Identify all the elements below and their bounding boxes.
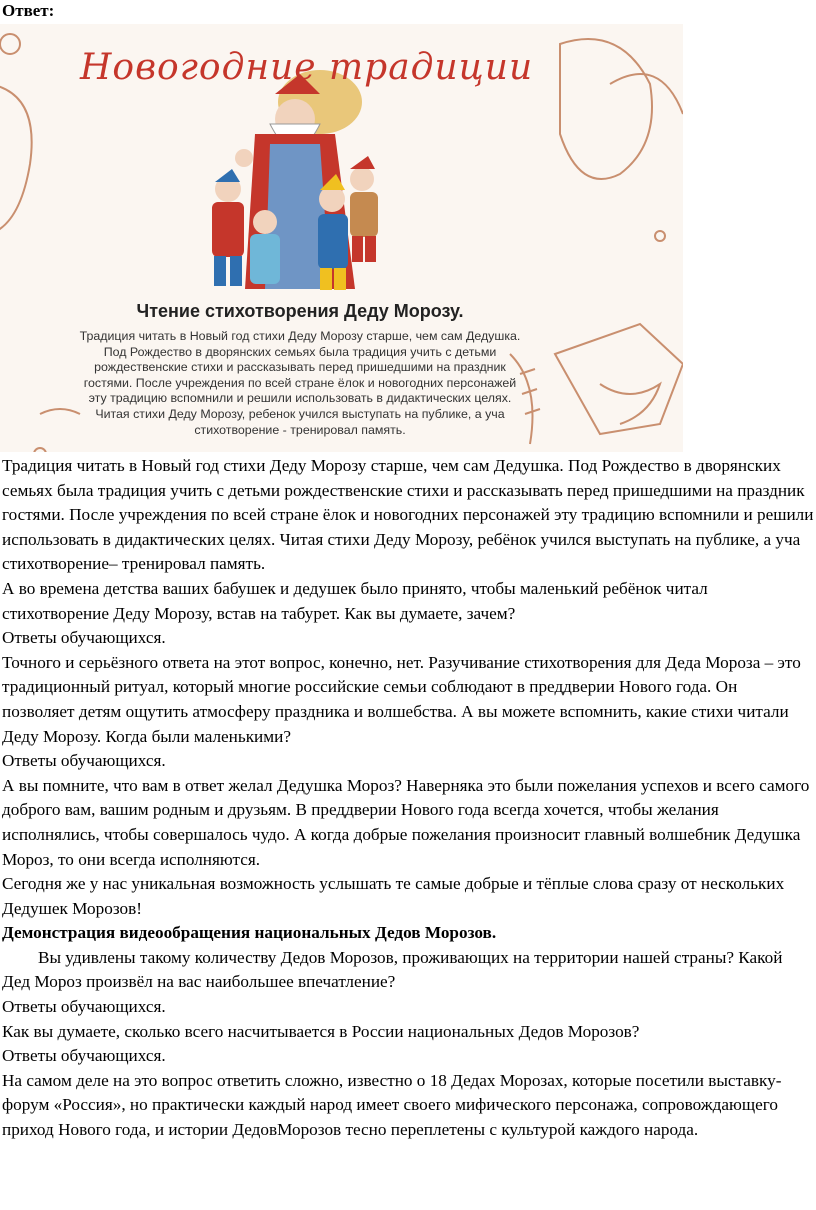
ded-moroz-illustration — [212, 70, 378, 290]
illustration-card — [0, 24, 683, 452]
paragraph: Ответы обучающихся. — [2, 997, 166, 1017]
card-title: Новогодние традиции — [80, 47, 534, 88]
paragraph: Традиция читать в Новый год стихи Деду Морозу старше, чем сам Дедушка. Под Рождество в дворянских семьях была традиция учить с детьми рождественские стихи и рассказывать перед пришедшими на праздник гостями. После учреждения по всей стране ёлок и новогодних персонажей эту традицию вспомнили и решили использовать в дидактических целях. Читая стихи Деду Морозу, ребёнок учился выступать на публике, а уча стихотворение– тренировал память. — [2, 456, 814, 574]
paragraph: Вы удивлены такому количеству Дедов Морозов, проживающих на территории нашей страны? Какой Дед Мороз произвёл на вас наибольшее впечатление? — [2, 947, 783, 992]
paragraph: Как вы думаете, сколько всего насчитывается в России национальных Дедов Морозов? — [2, 1021, 640, 1041]
card-heading: Чтение стихотворения Деду Морозу. — [136, 301, 464, 321]
document-body — [2, 454, 814, 1143]
paragraph: Точного и серьёзного ответа на этот вопрос, конечно, нет. Разучивание стихотворения для Деда Мороза – это традиционный ритуал, который многие российские семьи соблюдают в преддверии Нового года. Он позволяет детям ощутить атмосферу праздника и волшебства. А вы можете вспомнить, какие стихи читали Деду Морозу. Когда были маленькими? — [2, 652, 801, 746]
answer-label: Ответ: — [2, 1, 55, 20]
section-heading: Демонстрация видеообращения национальных Дедов Морозов. — [2, 923, 497, 943]
paragraph: Ответы обучающихся. — [2, 751, 166, 771]
paragraph: На самом деле на это вопрос ответить сложно, известно о 18 Дедах Морозах, которые посетили выставку-форум «Россия», но практически каждый народ имеет своего мифического персонажа, сопровождающего приход Нового года, и истории ДедовМорозов тесно переплетены с культурой каждого народа. — [2, 1070, 782, 1140]
paragraph: Ответы обучающихся. — [2, 1046, 166, 1066]
paragraph: Сегодня же у нас уникальная возможность услышать те самые добрые и тёплые слова сразу от нескольких Дедушек Морозов! — [2, 874, 785, 918]
card-body-text: Традиция читать в Новый год стихи Деду Морозу старше, чем сам Дедушка. Под Рождество в дворянских семьях была традиция учить с детьми рождественские стихи и рассказывать перед пришедшими на праздник гостями. После учреждения по всей стране ёлок и новогодних персонажей эту традицию вспомнили и решили использовать в дидактических целях. Читая стихи Деду Морозу, ребенок учился выступать на публике, а уча стихотворение - тренировал память. — [79, 329, 521, 437]
paragraph: А вы помните, что вам в ответ желал Дедушка Мороз? Наверняка это были пожелания успехов и всего самого доброго вам, вашим родным и друзьям. В преддверии Нового года всегда хочется, чтобы желания исполнялись, чтобы совершалось чудо. А когда добрые пожелания произносит главный волшебник Дедушка Мороз, то они всегда исполняются. — [2, 775, 810, 869]
paragraph: А во времена детства ваших бабушек и дедушек было принято, чтобы маленький ребёнок читал стихотворение Деду Морозу, встав на табурет. Как вы думаете, зачем? — [2, 578, 708, 623]
paragraph: Ответы обучающихся. — [2, 628, 166, 648]
